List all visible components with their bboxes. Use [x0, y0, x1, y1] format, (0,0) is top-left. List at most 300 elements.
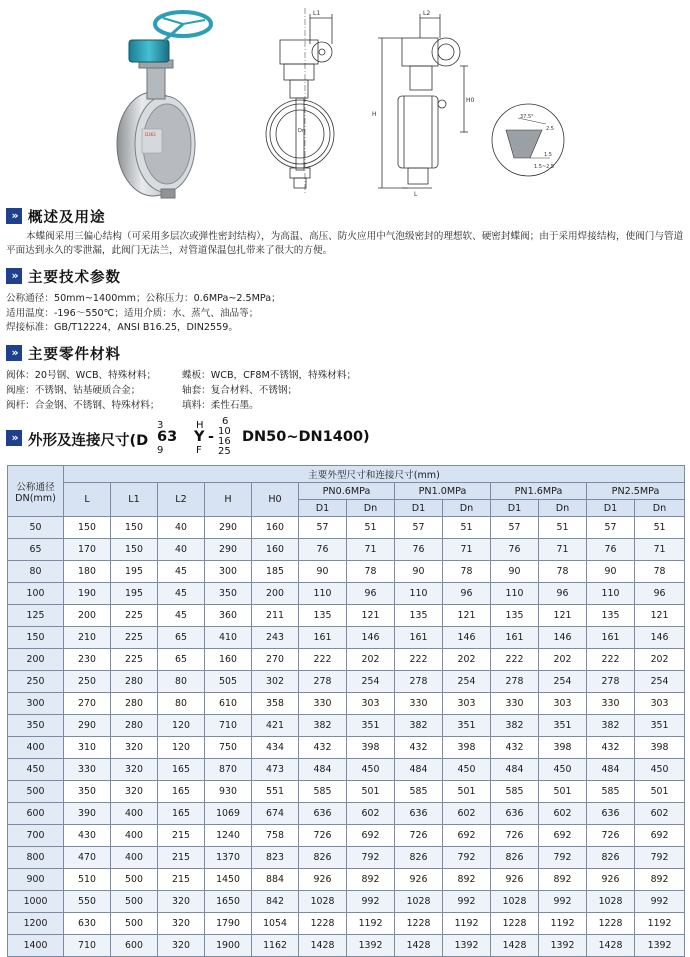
table-cell: 585: [395, 781, 443, 803]
table-cell: 278: [491, 671, 539, 693]
table-cell: 398: [443, 737, 491, 759]
table-cell: 892: [539, 869, 587, 891]
table-cell: 421: [252, 715, 299, 737]
table-cell: 926: [491, 869, 539, 891]
header-sub: Dn: [443, 500, 491, 517]
table-cell: 120: [158, 715, 205, 737]
table-cell: 726: [299, 825, 347, 847]
bevel-dim-3: 1.5~2.5: [534, 164, 555, 170]
table-cell: 600: [111, 935, 158, 957]
table-cell: 57: [491, 517, 539, 539]
table-cell: 303: [443, 693, 491, 715]
table-row: [8, 671, 685, 693]
table-cell: 692: [635, 825, 685, 847]
table-cell: 280: [111, 671, 158, 693]
overview-paragraph: [6, 230, 686, 258]
table-cell: 280: [111, 715, 158, 737]
table-cell: 202: [347, 649, 395, 671]
dn-cell: 450: [8, 759, 64, 781]
table-cell: 78: [635, 561, 685, 583]
table-row: [8, 517, 685, 539]
table-cell: 254: [539, 671, 587, 693]
table-cell: 992: [443, 891, 491, 913]
dn-cell: 250: [8, 671, 64, 693]
material-line: 阀座：不锈钢、钴基硬质合金；: [6, 385, 141, 396]
table-cell: 450: [347, 759, 395, 781]
table-cell: 692: [443, 825, 491, 847]
table-cell: 57: [587, 517, 635, 539]
table-cell: 398: [635, 737, 685, 759]
table-cell: 501: [635, 781, 685, 803]
dim-label-l: L: [414, 191, 418, 198]
table-cell: 202: [635, 649, 685, 671]
table-cell: 195: [111, 561, 158, 583]
bevel-dim-2: 2.5: [546, 126, 554, 132]
header-pressure: PN1.0MPa: [395, 483, 491, 500]
table-cell: 636: [395, 803, 443, 825]
table-cell: 826: [395, 847, 443, 869]
table-cell: 726: [395, 825, 443, 847]
table-cell: 320: [158, 891, 205, 913]
table-cell: 90: [395, 561, 443, 583]
table-cell: 146: [539, 627, 587, 649]
table-cell: 303: [539, 693, 587, 715]
table-cell: 320: [158, 935, 205, 957]
table-cell: 120: [158, 737, 205, 759]
table-cell: 78: [443, 561, 491, 583]
table-cell: 726: [587, 825, 635, 847]
table-cell: 76: [491, 539, 539, 561]
table-cell: 826: [491, 847, 539, 869]
table-cell: 484: [491, 759, 539, 781]
table-cell: 290: [205, 517, 252, 539]
table-cell: 726: [491, 825, 539, 847]
table-cell: 636: [491, 803, 539, 825]
table-cell: 1428: [491, 935, 539, 957]
header-sub: D1: [299, 500, 347, 517]
dn-cell: 350: [8, 715, 64, 737]
table-cell: 51: [443, 517, 491, 539]
table-cell: 51: [347, 517, 395, 539]
table-cell: 1192: [635, 913, 685, 935]
table-cell: 254: [443, 671, 491, 693]
table-cell: 930: [205, 781, 252, 803]
table-cell: 382: [299, 715, 347, 737]
table-cell: 710: [64, 935, 111, 957]
table-cell: 450: [539, 759, 587, 781]
table-cell: 96: [443, 583, 491, 605]
table-cell: 1650: [205, 891, 252, 913]
dn-cell: 65: [8, 539, 64, 561]
table-cell: 202: [539, 649, 587, 671]
table-row: [8, 759, 685, 781]
table-cell: 351: [635, 715, 685, 737]
table-row: [8, 781, 685, 803]
model-code-main: 63: [157, 429, 178, 445]
dim-label-h: H: [372, 111, 377, 118]
table-cell: 215: [158, 847, 205, 869]
table-cell: 434: [252, 737, 299, 759]
table-cell: 200: [64, 605, 111, 627]
table-cell: 1428: [299, 935, 347, 957]
header-sub: Dn: [635, 500, 685, 517]
table-cell: 1228: [299, 913, 347, 935]
table-cell: 200: [252, 583, 299, 605]
table-cell: 90: [587, 561, 635, 583]
table-cell: 303: [347, 693, 395, 715]
table-cell: 90: [491, 561, 539, 583]
table-cell: 222: [395, 649, 443, 671]
table-cell: 501: [347, 781, 395, 803]
header-dn: 公称通径DN(mm): [8, 466, 64, 517]
table-cell: 150: [64, 517, 111, 539]
chevron-right-icon: »: [6, 208, 22, 224]
table-cell: 1162: [252, 935, 299, 957]
table-cell: 510: [64, 869, 111, 891]
table-cell: 165: [158, 781, 205, 803]
model-seal-bottom: F: [196, 445, 202, 456]
table-cell: 1392: [347, 935, 395, 957]
table-row: [8, 649, 685, 671]
table-cell: 222: [491, 649, 539, 671]
table-cell: 330: [64, 759, 111, 781]
dn-cell: 300: [8, 693, 64, 715]
table-cell: 76: [395, 539, 443, 561]
table-cell: 225: [111, 627, 158, 649]
table-cell: 278: [587, 671, 635, 693]
dn-cell: 150: [8, 627, 64, 649]
table-cell: 992: [347, 891, 395, 913]
pressure-code: 6: [222, 416, 229, 427]
dim-label-l2: L2: [423, 10, 431, 17]
table-cell: 121: [443, 605, 491, 627]
table-cell: 250: [64, 671, 111, 693]
table-cell: 390: [64, 803, 111, 825]
svg-text:D363: D363: [145, 132, 156, 137]
table-cell: 432: [491, 737, 539, 759]
table-row: [8, 891, 685, 913]
table-row: [8, 737, 685, 759]
table-row: [8, 583, 685, 605]
table-cell: 320: [111, 759, 158, 781]
table-cell: 202: [443, 649, 491, 671]
table-cell: 1192: [347, 913, 395, 935]
table-cell: 1054: [252, 913, 299, 935]
table-cell: 792: [635, 847, 685, 869]
table-cell: 185: [252, 561, 299, 583]
table-cell: 135: [299, 605, 347, 627]
dn-cell: 80: [8, 561, 64, 583]
table-cell: 320: [111, 737, 158, 759]
model-code-top: 3: [157, 420, 164, 431]
materials-heading: [6, 343, 121, 363]
material-line: 轴套：复合材料、不锈钢；: [182, 385, 298, 396]
pressure-code: 10: [218, 426, 231, 437]
table-cell: 135: [491, 605, 539, 627]
table-cell: 215: [158, 869, 205, 891]
table-cell: 1028: [395, 891, 443, 913]
table-cell: 330: [395, 693, 443, 715]
table-cell: 76: [587, 539, 635, 561]
spec-line: 公称通径：50mm~1400mm；公称压力：0.6MPa~2.5MPa；: [6, 293, 281, 304]
bevel-dim-1: 1.5: [544, 152, 552, 158]
table-cell: 842: [252, 891, 299, 913]
table-cell: 1428: [395, 935, 443, 957]
table-cell: 450: [635, 759, 685, 781]
table-cell: 330: [491, 693, 539, 715]
table-cell: 222: [299, 649, 347, 671]
table-cell: 826: [299, 847, 347, 869]
table-cell: 160: [252, 539, 299, 561]
table-cell: 484: [587, 759, 635, 781]
spec-line: 焊接标准：GB/T12224，ANSI B16.25，DIN2559。: [6, 322, 238, 333]
table-cell: 165: [158, 803, 205, 825]
model-seal-top: H: [196, 420, 204, 431]
table-cell: 310: [64, 737, 111, 759]
table-cell: 190: [64, 583, 111, 605]
table-cell: 992: [635, 891, 685, 913]
table-cell: 96: [635, 583, 685, 605]
table-cell: 211: [252, 605, 299, 627]
table-cell: 270: [252, 649, 299, 671]
table-cell: 400: [111, 847, 158, 869]
table-cell: 121: [539, 605, 587, 627]
header-sub: Dn: [347, 500, 395, 517]
table-cell: 96: [539, 583, 587, 605]
table-row: [8, 869, 685, 891]
table-cell: 71: [539, 539, 587, 561]
table-cell: 410: [205, 627, 252, 649]
table-row: [8, 825, 685, 847]
table-cell: 505: [205, 671, 252, 693]
table-cell: 40: [158, 539, 205, 561]
dn-cell: 500: [8, 781, 64, 803]
pressure-code: 16: [218, 436, 231, 447]
dn-cell: 100: [8, 583, 64, 605]
table-cell: 45: [158, 583, 205, 605]
table-cell: 382: [491, 715, 539, 737]
table-cell: 823: [252, 847, 299, 869]
specs-heading: [6, 266, 121, 286]
table-cell: 992: [539, 891, 587, 913]
table-cell: 290: [64, 715, 111, 737]
table-cell: 602: [443, 803, 491, 825]
table-cell: 430: [64, 825, 111, 847]
dn-cell: 1400: [8, 935, 64, 957]
table-cell: 585: [299, 781, 347, 803]
table-cell: 551: [252, 781, 299, 803]
model-code-bottom: 9: [157, 445, 164, 456]
header-pressure: PN2.5MPa: [587, 483, 685, 500]
table-cell: 358: [252, 693, 299, 715]
dim-label-h0: H0: [466, 97, 475, 104]
table-cell: 110: [395, 583, 443, 605]
table-cell: 80: [158, 671, 205, 693]
table-cell: 57: [395, 517, 443, 539]
table-cell: 484: [395, 759, 443, 781]
table-cell: 78: [347, 561, 395, 583]
dimensions-heading: [6, 416, 426, 462]
table-cell: 602: [635, 803, 685, 825]
header-col: L2: [158, 483, 205, 517]
table-cell: 500: [111, 891, 158, 913]
table-cell: 1392: [635, 935, 685, 957]
table-cell: 501: [539, 781, 587, 803]
table-row: [8, 539, 685, 561]
table-cell: 280: [111, 693, 158, 715]
table-cell: 210: [64, 627, 111, 649]
material-line: 填料：柔性石墨。: [182, 400, 259, 411]
table-cell: 432: [395, 737, 443, 759]
material-line: 蝶板：WCB，CF8M不锈钢，特殊材料；: [182, 370, 357, 381]
table-cell: 254: [347, 671, 395, 693]
table-cell: 150: [111, 539, 158, 561]
table-cell: 400: [111, 803, 158, 825]
table-cell: 330: [299, 693, 347, 715]
table-cell: 300: [205, 561, 252, 583]
table-cell: 195: [111, 583, 158, 605]
table-cell: 146: [635, 627, 685, 649]
table-row: [8, 913, 685, 935]
pressure-code: 25: [218, 446, 231, 457]
table-cell: 792: [347, 847, 395, 869]
table-cell: 926: [395, 869, 443, 891]
table-cell: 892: [635, 869, 685, 891]
table-cell: 750: [205, 737, 252, 759]
table-row: [8, 627, 685, 649]
chevron-right-icon: »: [6, 268, 22, 284]
table-cell: 350: [205, 583, 252, 605]
dn-cell: 800: [8, 847, 64, 869]
table-cell: 150: [111, 517, 158, 539]
table-cell: 610: [205, 693, 252, 715]
header-sub: D1: [491, 500, 539, 517]
table-cell: 165: [158, 759, 205, 781]
table-cell: 432: [299, 737, 347, 759]
bevel-angle-label: 37.5°: [520, 114, 534, 120]
dn-cell: 1200: [8, 913, 64, 935]
table-cell: 243: [252, 627, 299, 649]
table-cell: 470: [64, 847, 111, 869]
table-cell: 278: [299, 671, 347, 693]
table-cell: 432: [587, 737, 635, 759]
table-cell: 1028: [587, 891, 635, 913]
overview-title: 概述及用途: [28, 209, 106, 226]
table-cell: 1192: [539, 913, 587, 935]
table-cell: 382: [587, 715, 635, 737]
dim-label-dn: Dn: [298, 128, 306, 134]
table-cell: 1900: [205, 935, 252, 957]
header-pressure: PN0.6MPa: [299, 483, 395, 500]
table-cell: 484: [299, 759, 347, 781]
table-cell: 1192: [443, 913, 491, 935]
table-cell: 225: [111, 649, 158, 671]
table-cell: 1392: [539, 935, 587, 957]
dn-cell: 700: [8, 825, 64, 847]
header-pressure: PN1.6MPa: [491, 483, 587, 500]
table-cell: 473: [252, 759, 299, 781]
table-cell: 884: [252, 869, 299, 891]
table-cell: 51: [635, 517, 685, 539]
table-cell: 96: [347, 583, 395, 605]
table-cell: 351: [539, 715, 587, 737]
header-col: L1: [111, 483, 158, 517]
header-col: H: [205, 483, 252, 517]
header-sub: D1: [395, 500, 443, 517]
front-view-drawing: [250, 4, 360, 199]
table-cell: 351: [347, 715, 395, 737]
specs-list: [6, 292, 686, 336]
table-cell: 1069: [205, 803, 252, 825]
table-cell: 550: [64, 891, 111, 913]
table-cell: 330: [587, 693, 635, 715]
table-cell: 926: [587, 869, 635, 891]
valve-photo: [95, 4, 220, 199]
table-cell: 636: [299, 803, 347, 825]
table-cell: 585: [587, 781, 635, 803]
table-cell: 161: [491, 627, 539, 649]
table-cell: 501: [443, 781, 491, 803]
table-cell: 135: [395, 605, 443, 627]
table-row: [8, 715, 685, 737]
table-cell: 160: [205, 649, 252, 671]
table-cell: 121: [347, 605, 395, 627]
table-row: [8, 803, 685, 825]
table-cell: 1228: [587, 913, 635, 935]
table-cell: 71: [443, 539, 491, 561]
table-cell: 146: [347, 627, 395, 649]
header-group: 主要外型尺寸和连接尺寸(mm): [64, 466, 685, 483]
table-cell: 1370: [205, 847, 252, 869]
table-cell: 674: [252, 803, 299, 825]
table-row: [8, 561, 685, 583]
table-cell: 1028: [491, 891, 539, 913]
table-cell: 170: [64, 539, 111, 561]
table-cell: 400: [111, 825, 158, 847]
table-cell: 290: [205, 539, 252, 561]
overview-heading: [6, 206, 106, 226]
table-cell: 320: [111, 781, 158, 803]
table-cell: 45: [158, 605, 205, 627]
table-cell: 146: [443, 627, 491, 649]
table-cell: 710: [205, 715, 252, 737]
dn-cell: 1000: [8, 891, 64, 913]
table-cell: 302: [252, 671, 299, 693]
overview-text: 本蝶阀采用三偏心结构（可采用多层次或弹性密封结构），为高温、高压、防火应用中气泡级密封的理想软、硬密封蝶阀；由于采用焊接结构，使阀门与管道平面达到永久的零泄漏，此阀门无法兰，对管道保温包扎带来了很大的方便。: [6, 231, 684, 256]
table-cell: 65: [158, 649, 205, 671]
table-cell: 630: [64, 913, 111, 935]
table-cell: 636: [587, 803, 635, 825]
table-cell: 110: [587, 583, 635, 605]
dn-cell: 200: [8, 649, 64, 671]
table-cell: 76: [299, 539, 347, 561]
table-cell: 40: [158, 517, 205, 539]
dn-cell: 400: [8, 737, 64, 759]
table-cell: 826: [587, 847, 635, 869]
spec-line: 适用温度：-196～550℃；适用介质：水、蒸气、油品等；: [6, 307, 259, 319]
chevron-right-icon: »: [6, 430, 22, 446]
table-cell: 602: [347, 803, 395, 825]
table-cell: 320: [158, 913, 205, 935]
table-cell: 278: [395, 671, 443, 693]
chevron-right-icon: »: [6, 345, 22, 361]
header-col: H0: [252, 483, 299, 517]
table-cell: 350: [64, 781, 111, 803]
figure-strip: [0, 0, 690, 200]
table-cell: 398: [347, 737, 395, 759]
table-cell: 500: [111, 869, 158, 891]
dimensions-range: DN50~DN1400): [242, 429, 370, 445]
